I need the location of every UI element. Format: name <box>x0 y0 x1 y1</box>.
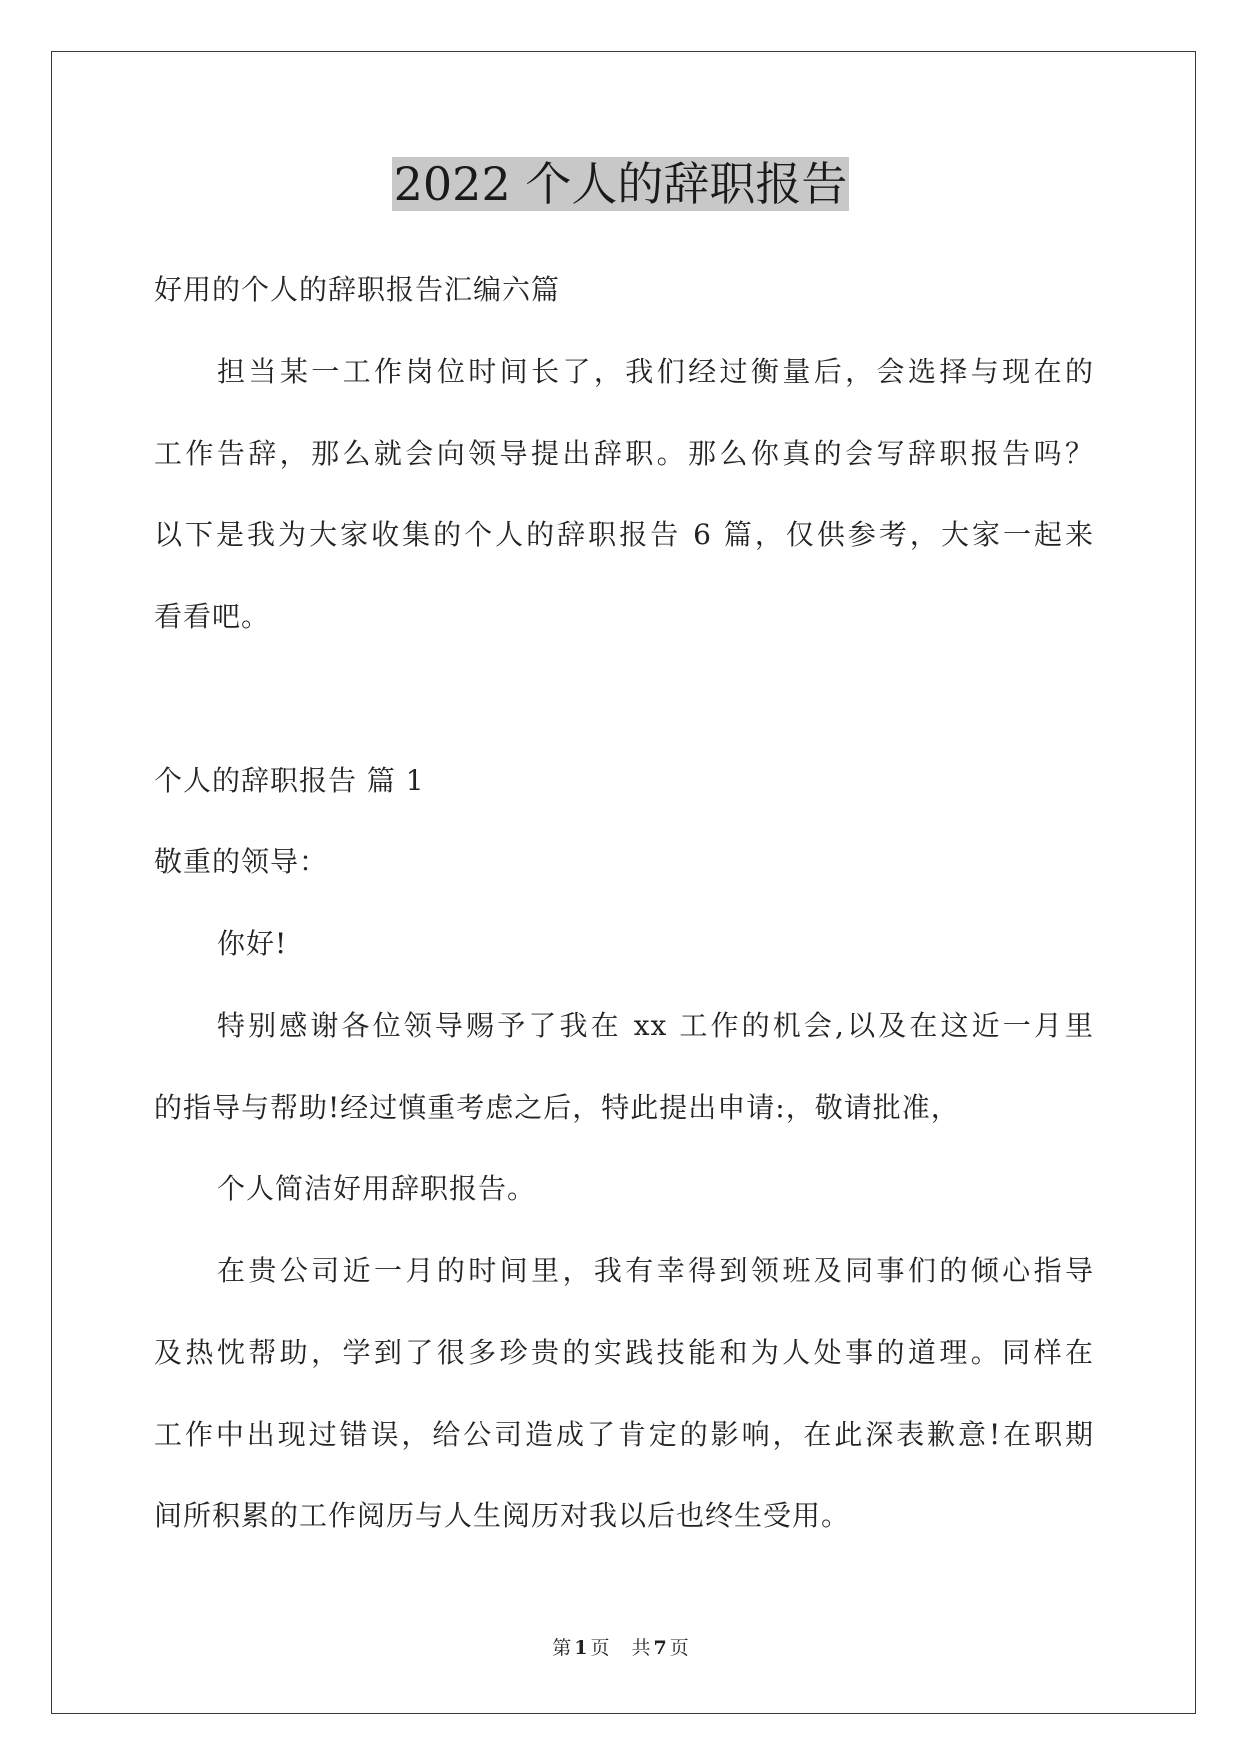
page-label-prefix: 第 <box>552 1637 572 1659</box>
blank-line <box>154 658 1094 740</box>
paragraph-line: 及热忱帮助，学到了很多珍贵的实践技能和为人处事的道理。同样在 <box>154 1335 1094 1369</box>
total-label-prefix: 共 <box>631 1637 651 1659</box>
intro-line: 担当某一工作岗位时间长了，我们经过衡量后，会选择与现在的 <box>217 354 1094 388</box>
paragraph-line: 的指导与帮助!经过慎重考虑之后，特此提出申请:，敬请批准， <box>154 1090 960 1124</box>
document-title: 2022 个人的辞职报告 <box>393 157 848 211</box>
section-heading: 个人的辞职报告 篇 1 <box>154 763 425 797</box>
paragraph-line: 个人简洁好用辞职报告。 <box>217 1172 537 1206</box>
page-label-suffix: 页 <box>590 1637 610 1659</box>
document-body <box>154 249 1094 1557</box>
page-footer <box>0 1636 1241 1660</box>
document-subtitle: 好用的个人的辞职报告汇编六篇 <box>154 273 561 306</box>
paragraph-line: 间所积累的工作阅历与人生阅历对我以后也终生受用。 <box>154 1499 851 1533</box>
paragraph-line: 工作中出现过错误，给公司造成了肯定的影响，在此深表歉意!在职期 <box>154 1417 1094 1451</box>
letter-salutation: 敬重的领导： <box>154 845 329 879</box>
intro-line: 工作告辞，那么就会向领导提出辞职。那么你真的会写辞职报告吗？ <box>154 436 1094 470</box>
paragraph-line: 特别感谢各位领导赐予了我在 xx 工作的机会,以及在这近一月里 <box>217 1008 1094 1042</box>
letter-greeting: 你好! <box>217 927 288 960</box>
paragraph-line: 在贵公司近一月的时间里，我有幸得到领班及同事们的倾心指导 <box>217 1254 1094 1287</box>
total-pages: 7 <box>653 1637 667 1659</box>
page-number: 1 <box>574 1637 588 1659</box>
intro-line: 以下是我为大家收集的个人的辞职报告 6 篇，仅供参考，大家一起来 <box>154 518 1094 552</box>
title-block <box>0 157 1241 211</box>
total-label-suffix: 页 <box>669 1637 689 1659</box>
intro-line: 看看吧。 <box>154 600 271 633</box>
